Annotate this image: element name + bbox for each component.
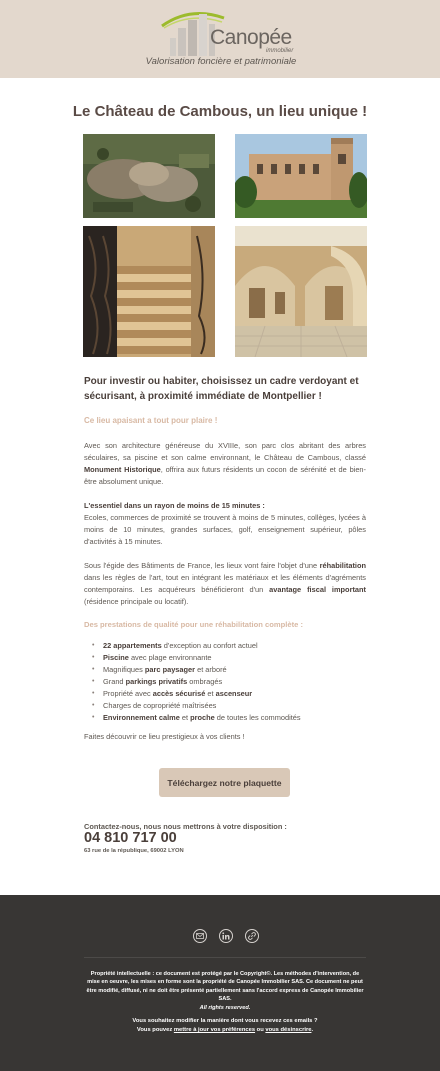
rehabilitation-paragraph	[84, 560, 366, 608]
prefs-links: Vous pouvez mettre à jour vos préférences ou vous désinscrire.	[136, 1027, 314, 1033]
rehab-text-2: dans les règles de l'art, tout en intégrant les matériaux et les éléments d'agréments contemporains. Les acquéreurs bénéficieront d'un	[84, 573, 366, 594]
prefs-question: Vous souhaitez modifier la manière dont vous recevez ces emails ?	[132, 1018, 318, 1024]
list-item: • Environnement calme et proche de toutes les commodités	[92, 712, 372, 724]
download-brochure-button[interactable]: Téléchargez notre plaquette	[159, 768, 290, 797]
intro-text-2: , offrira aux futurs résidents un cocon de sérénité et de bien-être absolument unique.	[84, 465, 367, 486]
lead-text: Pour investir ou habiter, choisissez un cadre verdoyant et sécurisant, à proximité immédiate de Montpellier !	[84, 376, 359, 402]
list-item: • Magnifiques parc paysager et arboré	[92, 664, 372, 676]
email-icon	[196, 933, 204, 939]
canopee-logo[interactable]	[142, 6, 300, 72]
header-banner	[0, 0, 440, 78]
rehab-bold-2: avantage fiscal important	[269, 585, 366, 594]
address: 63 rue de la république, 69002 LYON	[84, 848, 184, 854]
contact-label: Contactez-nous, nous nous mettrons à votre disposition :	[84, 822, 287, 831]
proximity-text: Ecoles, commerces de proximité se trouvent à moins de 5 minutes, collèges, lycées à moins de 10 minutes, grandes surfaces, golf, enseignement supérieur, pôles d'activités à 15 minutes.	[84, 513, 366, 546]
email-social-button[interactable]	[193, 929, 207, 943]
update-preferences-link[interactable]: mettre à jour vos préférences	[173, 1027, 256, 1033]
website-social-button[interactable]	[245, 929, 259, 943]
list-item: • Propriété avec accès sécurisé et ascenseur	[92, 688, 372, 700]
brand-tagline: Valorisation foncière et patrimoniale	[145, 56, 297, 67]
list-item: • Piscine avec plage environnante	[92, 652, 372, 664]
monument-historique: Monument Historique	[84, 465, 161, 474]
photo-courtyard-arcade	[235, 226, 367, 357]
section-subtitle: Ce lieu apaisant a tout pour plaire !	[84, 416, 218, 425]
invite-text: Faites découvrir ce lieu prestigieux à vos clients !	[84, 732, 245, 741]
intro-text-1: Avec son architecture généreuse du XVIIIe, son parc clos abritant des arbres séculaires, sa piscine et son calme environnant, le Château de Cambous, classé	[84, 441, 366, 462]
phone-number[interactable]: 04 810 717 00	[84, 830, 177, 846]
legal-text: Propriété intellectuelle : ce document est protégé par le Copyright©. Les méthodes d'intervention, de mise en oeuvre, les mises en forme sont la propriété de Canopée Immobilier SAS. Ce document ne peut être modifié, diffusé, ni ne doit être présenté partiellement sans l'accord express de Canopée Immobilier SAS.	[86, 971, 364, 1003]
brand-subtitle: immobilier	[266, 48, 294, 54]
list-item: • Grand parkings privatifs ombragés	[92, 676, 372, 688]
unsubscribe-link[interactable]: vous désinscrire	[265, 1027, 312, 1033]
proximity-paragraph	[84, 500, 366, 548]
footer-divider	[84, 957, 366, 958]
list-item: • 22 appartements d'exception au confort actuel	[92, 640, 372, 652]
photo-aerial-village	[83, 134, 215, 218]
linkedin-social-button[interactable]	[219, 929, 233, 943]
rehab-text-1: Sous l'égide des Bâtiments de France, les lieux vont faire l'objet d'une	[84, 561, 320, 570]
features-heading: Des prestations de qualité pour une réhabilitation complète :	[84, 620, 303, 629]
legal-notice	[84, 970, 366, 1012]
proximity-heading: L'essentiel dans un rayon de moins de 15 minutes :	[84, 501, 265, 510]
footer	[0, 895, 440, 1071]
rehab-bold-1: réhabilitation	[319, 561, 366, 570]
photo-chateau-facade	[235, 134, 367, 218]
link-icon	[248, 932, 256, 940]
page-title: Le Château de Cambous, un lieu unique !	[72, 103, 368, 120]
intro-paragraph	[84, 440, 366, 488]
linkedin-icon	[222, 932, 230, 940]
rehab-text-3: (résidence principale ou locatif).	[84, 597, 189, 606]
list-item: • Charges de copropriété maîtrisées	[92, 700, 372, 712]
features-list	[92, 640, 372, 724]
brand-name: Canopée	[210, 26, 292, 49]
rights-text: All rights reserved.	[199, 1004, 251, 1011]
photo-stone-staircase	[83, 226, 215, 357]
